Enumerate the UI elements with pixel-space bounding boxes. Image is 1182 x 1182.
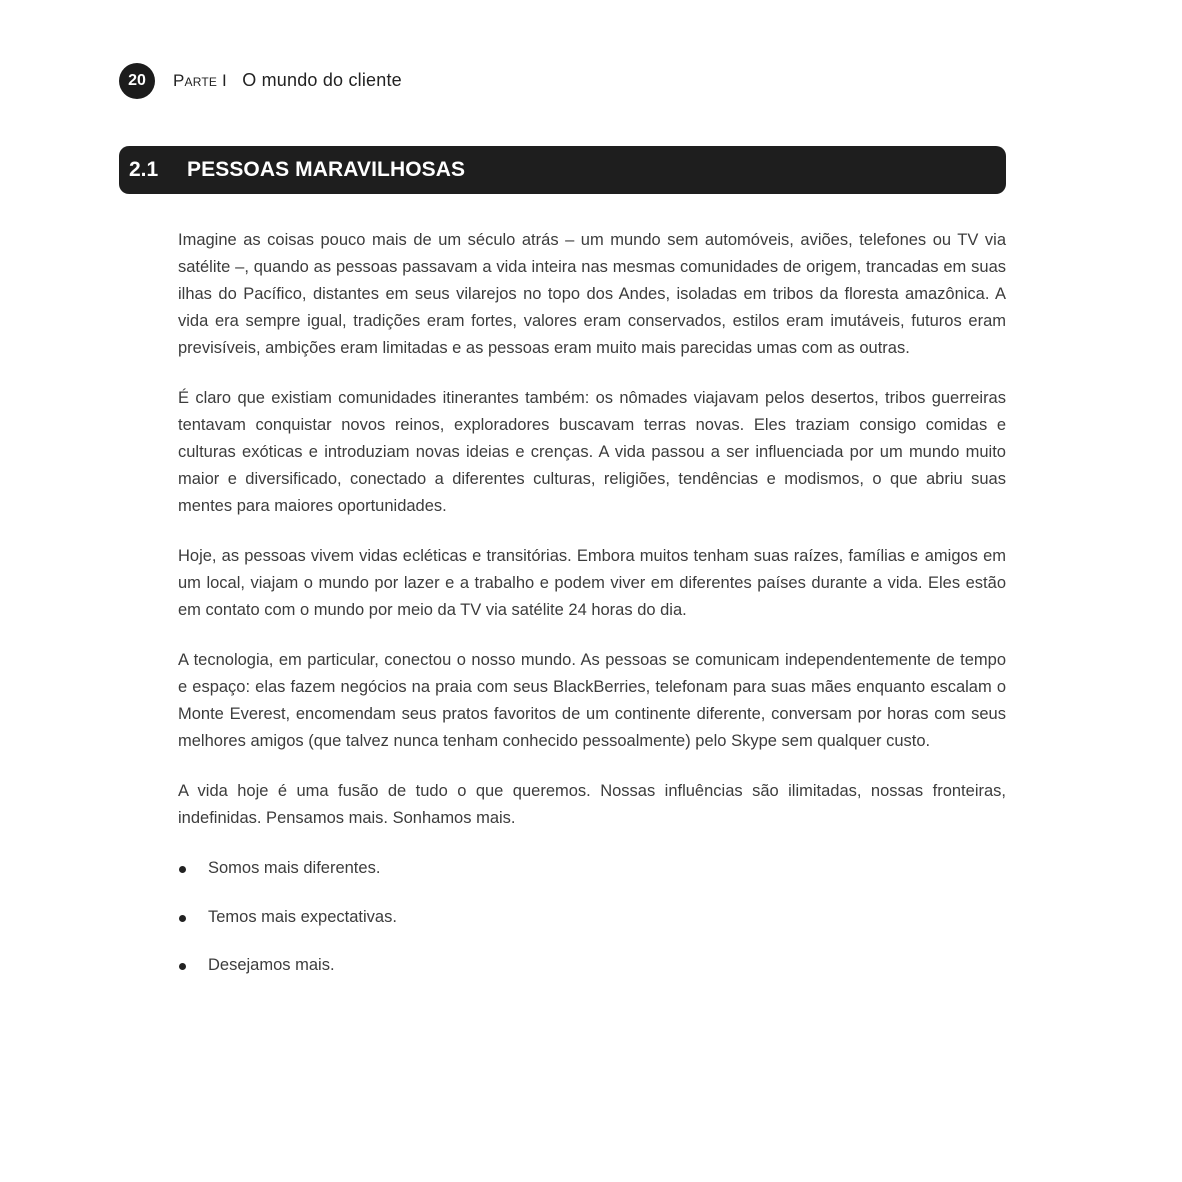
list-item-text: Desejamos mais.	[208, 956, 335, 974]
paragraph-4: A tecnologia, em particular, conectou o nosso mundo. As pessoas se comunicam independentemente de tempo e espaço: elas fazem negócios na praia com seus BlackBerries, telefonam para suas mães enquanto escalam o Monte Everest, encomendam seus pratos favoritos de um continente diferente, conversam por horas com seus melhores amigos (que talvez nunca tenham conhecido pessoalmente) pelo Skype sem qualquer custo.	[178, 651, 1006, 750]
bullet-dot-icon	[179, 963, 186, 970]
list-item-text: Somos mais diferentes.	[208, 859, 381, 877]
header-separator	[233, 70, 238, 90]
chapter-title: O mundo do cliente	[242, 70, 402, 90]
bullet-dot-icon	[179, 866, 186, 873]
paragraph-3: Hoje, as pessoas vivem vidas ecléticas e transitórias. Embora muitos tenham suas raízes, famílias e amigos em um local, viajam o mundo por lazer e a trabalho e podem viver em diferentes países durante a vida. Eles estão em contato com o mundo por meio da TV via satélite 24 horas do dia.	[178, 547, 1006, 619]
paragraph-1: Imagine as coisas pouco mais de um século atrás – um mundo sem automóveis, aviões, telefones ou TV via satélite –, quando as pessoas passavam a vida inteira nas mesmas comunidades de origem, trancadas em suas ilhas do Pacífico, distantes em seus vilarejos no topo dos Andes, isoladas em tribos da floresta amazônica. A vida era sempre igual, tradições eram fortes, valores eram conservados, estilos eram imutáveis, futuros eram previsíveis, ambições eram limitadas e as pessoas eram muito mais parecidas umas com as outras.	[178, 231, 1006, 357]
bullet-list	[178, 855, 1006, 979]
list-item	[178, 904, 1006, 931]
list-item	[178, 855, 1006, 882]
section-heading-bar	[119, 146, 1006, 194]
list-item	[178, 952, 1006, 979]
paragraph-5: A vida hoje é uma fusão de tudo o que queremos. Nossas influências são ilimitadas, nossas fronteiras, indefinidas. Pensamos mais. Sonhamos mais.	[178, 782, 1006, 827]
section-title: PESSOAS MARAVILHOSAS	[187, 158, 466, 181]
body-text	[178, 227, 1006, 1001]
paragraph-2: É claro que existiam comunidades itinerantes também: os nômades viajavam pelos desertos, tribos guerreiras tentavam conquistar novos reinos, exploradores buscavam terras novas. Eles traziam consigo comidas e culturas exóticas e introduziam novas ideias e crenças. A vida passou a ser influenciada por um mundo muito maior e diversificado, conectado a diferentes culturas, religiões, tendências e modismos, o que abriu suas mentes para maiores oportunidades.	[178, 389, 1006, 515]
list-item-text: Temos mais expectativas.	[208, 907, 397, 926]
bullet-dot-icon	[179, 915, 186, 922]
section-number: 2.1	[129, 158, 159, 181]
page-number-badge: 20	[119, 63, 155, 99]
part-label: Parte I	[173, 71, 227, 90]
running-header	[173, 70, 402, 91]
